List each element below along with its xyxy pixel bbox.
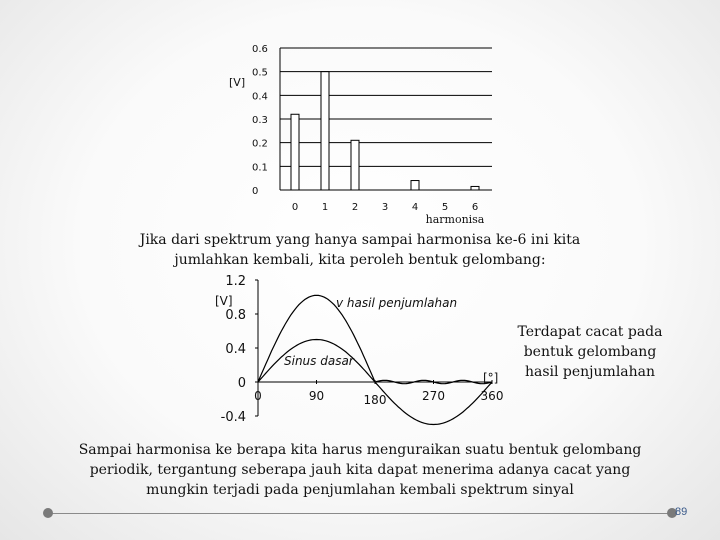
line-x-tick-label: 180 (363, 393, 387, 407)
line-chart-x-label: [°] (483, 371, 499, 385)
line-x-tick-label: 0 (254, 389, 262, 403)
distortion-note: Terdapat cacat pada bentuk gelombang hasil penjumlahan (517, 324, 663, 380)
bar-x-tick-label: 3 (381, 202, 389, 213)
bar-y-tick-label: 0.4 (252, 91, 268, 103)
bar-x-tick-label: 5 (441, 202, 449, 213)
fundamental-curve-label: Sinus dasar (284, 354, 354, 368)
page-number: 89 (675, 506, 688, 518)
bar-chart-bars (291, 72, 479, 190)
line-x-tick-label: 270 (422, 389, 445, 403)
bar-y-tick-label: 0.3 (252, 115, 268, 126)
bar-chart-y-label: [V] (229, 76, 246, 89)
bar-y-tick-label: 0.1 (252, 162, 268, 174)
bar-x-tick-label: 0 (291, 202, 299, 213)
line-y-tick-label: -0.4 (220, 410, 246, 425)
line-y-tick-label: 1.2 (225, 274, 246, 289)
footer-dot-left (43, 508, 53, 518)
bar-y-tick-label: 0.2 (252, 138, 268, 150)
bar-harmonic-6 (471, 186, 479, 190)
sum-curve-label: v hasil penjumlahan (336, 296, 458, 310)
line-x-tick-label: 90 (308, 389, 325, 403)
bar-x-tick-label: 1 (321, 202, 329, 213)
bar-y-tick-label: 0.6 (252, 44, 268, 55)
bar-harmonic-4 (411, 181, 419, 190)
line-chart-x-ticks (254, 380, 503, 407)
closing-paragraph: Sampai harmonisa ke berapa kita harus menguraikan suatu bentuk gelombang periodik, tergantung seberapa jauh kita dapat menerima adanya cacat yang mungkin terjadi pada penjumlahan kembali spektrum sinyal (78, 442, 642, 498)
line-y-tick-label: 0.4 (225, 342, 246, 357)
line-y-tick-label: 0.8 (225, 308, 246, 323)
line-y-tick-label: 0 (237, 376, 246, 391)
harmonic-spectrum-chart (0, 0, 720, 230)
bar-harmonic-2 (351, 140, 359, 190)
bar-y-tick-label: 0.5 (252, 67, 268, 79)
bar-harmonic-0 (291, 114, 299, 190)
bar-chart-x-label: harmonisa (425, 213, 485, 226)
bar-x-tick-label: 2 (351, 202, 359, 213)
bar-y-tick-label: 0 (252, 186, 259, 197)
line-chart-y-label: [V] (215, 294, 233, 308)
bar-chart-y-ticks (252, 44, 268, 197)
bar-chart-gridlines (280, 48, 492, 190)
footer-divider (48, 513, 672, 514)
bar-x-tick-label: 4 (411, 202, 419, 213)
line-x-tick-label: 360 (480, 389, 504, 403)
bar-x-tick-label: 6 (471, 202, 479, 213)
bar-harmonic-1 (321, 72, 329, 190)
intro-paragraph: Jika dari spektrum yang hanya sampai harmonisa ke-6 ini kita jumlahkan kembali, kita peroleh bentuk gelombang: (139, 232, 581, 268)
bar-chart-x-ticks (292, 202, 478, 213)
